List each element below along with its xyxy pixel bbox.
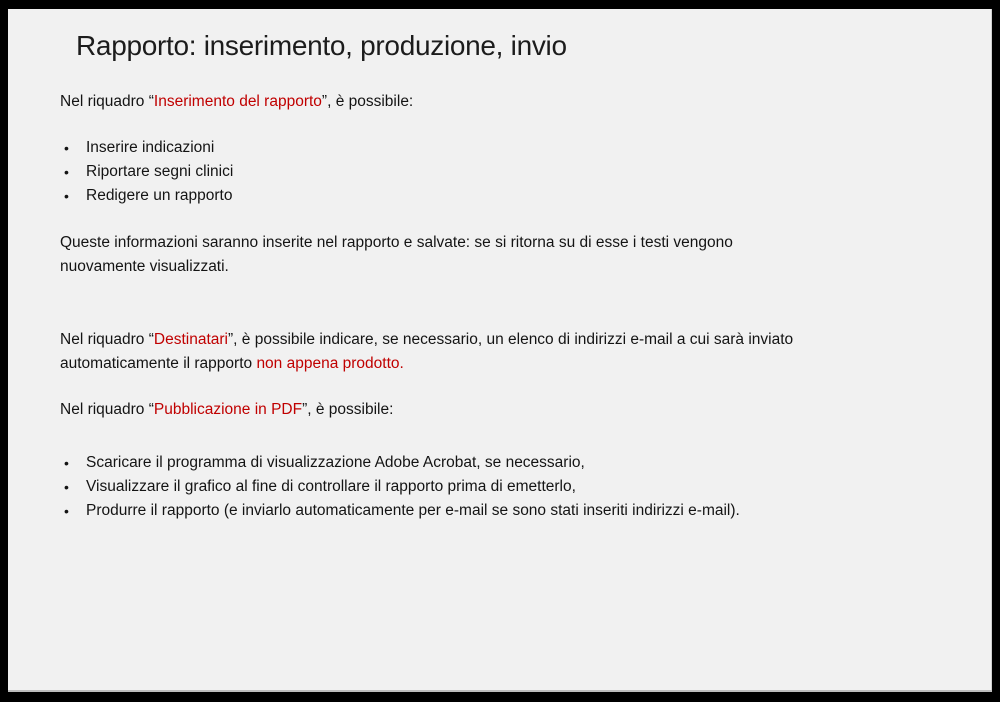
bullet-marker: •: [64, 455, 69, 471]
text-segment: Nel riquadro “: [60, 331, 154, 348]
paragraph-inserimento-intro: [60, 90, 952, 114]
bullet-marker: •: [64, 188, 69, 204]
paragraph-destinatari: [60, 328, 952, 376]
list-item-label: Inserire indicazioni: [86, 139, 215, 156]
list-item-label: Visualizzare il grafico al fine di controllare il rapporto prima di emetterlo,: [86, 478, 576, 495]
list-item-label: Riportare segni clinici: [86, 163, 234, 180]
paragraph-pubblicazione-intro: [60, 398, 952, 422]
bullet-marker: •: [64, 140, 69, 156]
highlight-pubblicazione-in-pdf: Pubblicazione in PDF: [153, 401, 303, 418]
highlight-non-appena-prodotto: non appena prodotto.: [256, 355, 404, 372]
text-line: [60, 398, 952, 422]
list-item-label: Scaricare il programma di visualizzazione Adobe Acrobat, se necessario,: [86, 454, 585, 471]
highlight-destinatari: Destinatari: [153, 331, 228, 348]
slide-title: Rapporto: inserimento, produzione, invio: [76, 30, 567, 61]
list-item: [60, 451, 952, 475]
bullet-marker: •: [64, 164, 69, 180]
bullet-marker: •: [64, 503, 69, 519]
slide-body: [60, 90, 952, 523]
list-item: [60, 160, 952, 184]
text-segment: ”, è possibile:: [302, 401, 394, 418]
slide: [8, 9, 992, 692]
bullet-marker: •: [64, 479, 69, 495]
text-segment: Nel riquadro “: [60, 401, 154, 418]
bullet-list-pubblicazione: [60, 451, 952, 523]
text-segment: automaticamente il rapporto: [60, 355, 257, 372]
text-line: [60, 352, 952, 376]
list-item: [60, 136, 952, 160]
bullet-list-inserimento: [60, 136, 952, 208]
text-segment: Nel riquadro “: [60, 93, 154, 110]
text-line: Queste informazioni saranno inserite nel rapporto e salvate: se si ritorna su di esse i testi vengono: [60, 234, 733, 251]
text-segment: ”, è possibile:: [321, 93, 414, 110]
list-item-label: Redigere un rapporto: [86, 187, 233, 204]
list-item: [60, 499, 952, 523]
text-line: [60, 328, 952, 352]
text-line: [60, 90, 952, 114]
highlight-inserimento-del-rapporto: Inserimento del rapporto: [153, 93, 322, 110]
paragraph-informazioni-salvate: [60, 231, 952, 279]
list-item: [60, 475, 952, 499]
text-segment: ”, è possibile indicare, se necessario, un elenco di indirizzi e-mail a cui sarà inviato: [228, 331, 794, 348]
list-item-label: Produrre il rapporto (e inviarlo automaticamente per e-mail se sono stati inseriti indirizzi e-mail).: [86, 502, 740, 519]
list-item: [60, 184, 952, 208]
text-line: nuovamente visualizzati.: [60, 258, 229, 275]
